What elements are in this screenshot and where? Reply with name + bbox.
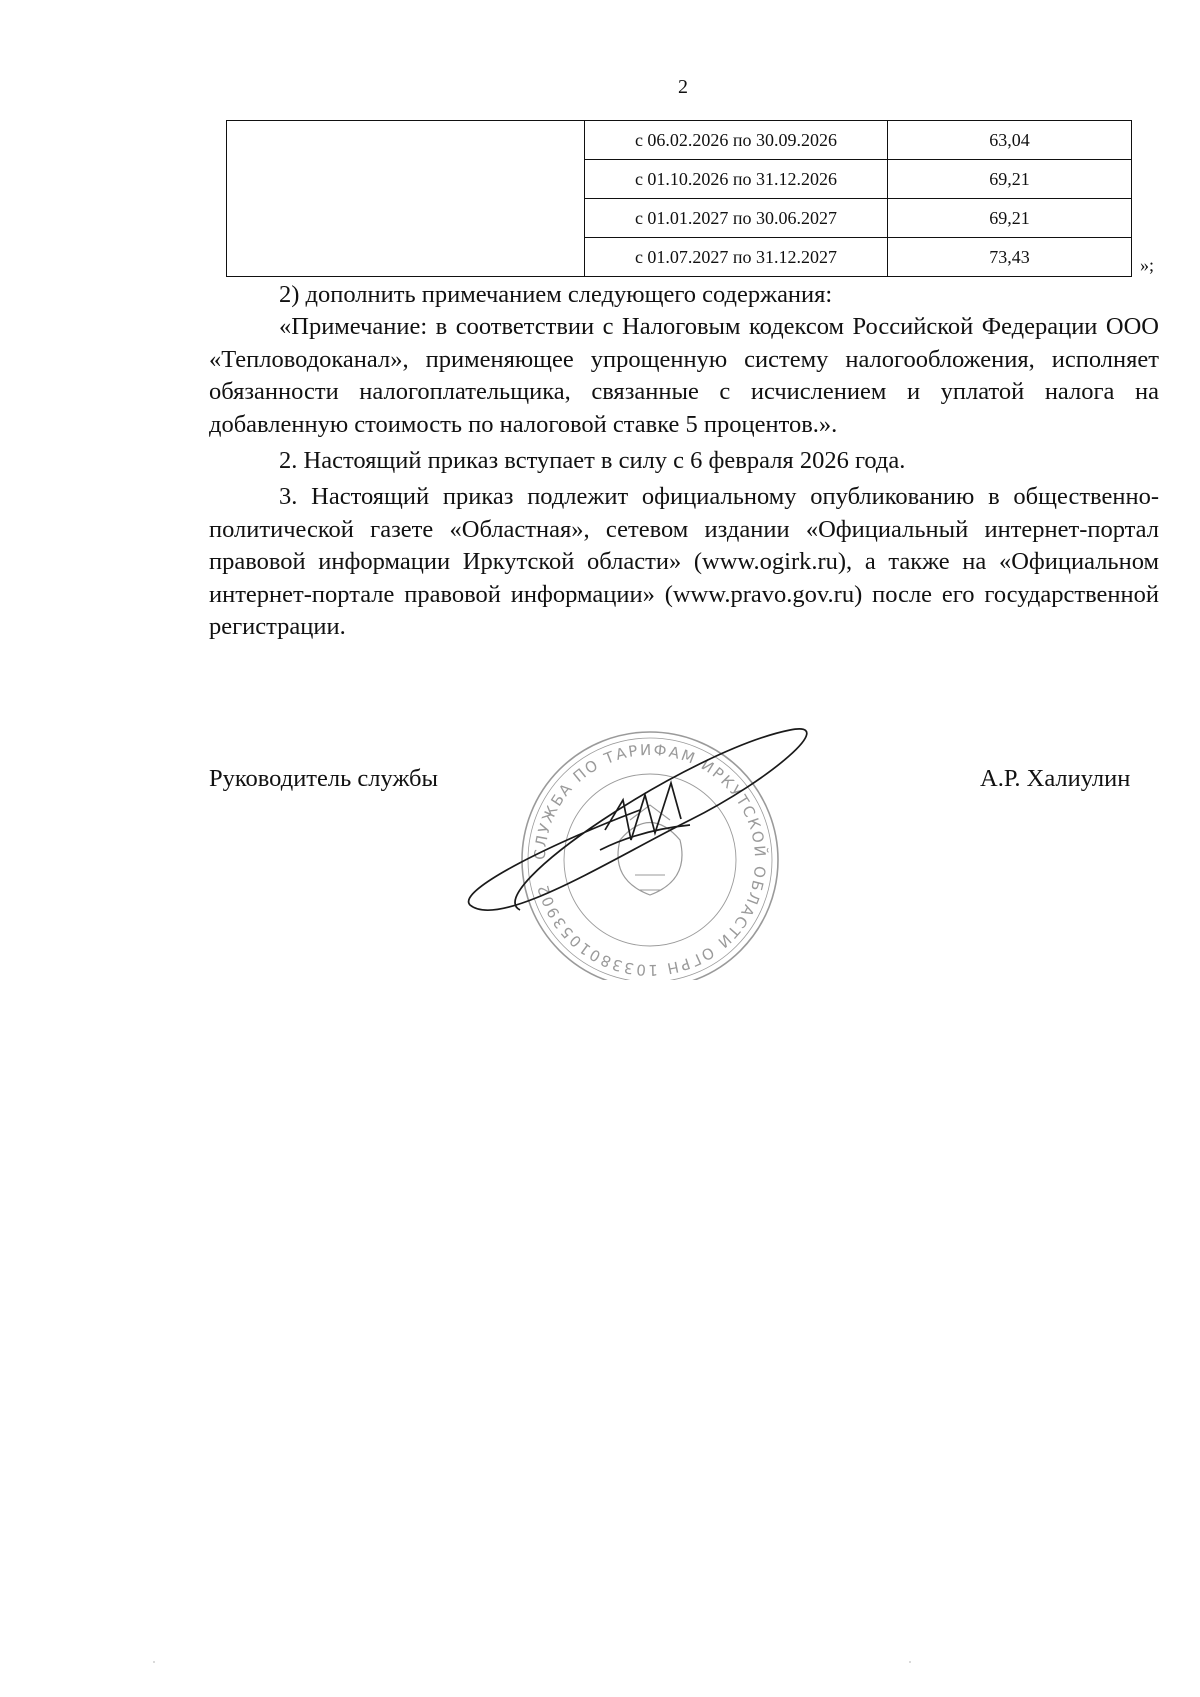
table-period-cell: с 01.01.2027 по 30.06.2027 <box>585 199 888 238</box>
stamp-emblem <box>618 823 682 896</box>
page-number: 2 <box>678 76 688 98</box>
signer-name: А.Р. Халиулин <box>980 765 1131 792</box>
table-empty-cell <box>227 121 585 277</box>
table-value-cell: 69,21 <box>888 199 1132 238</box>
table-period-cell: с 01.07.2027 по 31.12.2027 <box>585 238 888 277</box>
signer-title: Руководитель службы <box>209 765 438 792</box>
table-value-cell: 63,04 <box>888 121 1132 160</box>
paragraph-publication: 3. Настоящий приказ подлежит официальному опубликованию в общественно-политической газете «Областная», сетевом издании «Официальный интернет-портал правовой информации Иркутской области» (www.ogirk.ru), а также на «Официальном интернет-портале правовой информации» (www.pravo.gov.ru) после его государственной регистрации. <box>209 483 1159 641</box>
scan-artifact <box>150 1660 1050 1664</box>
tariff-table <box>226 120 1132 277</box>
paragraph-note: «Примечание: в соответствии с Налоговым кодексом Российской Федерации ООО «Тепловодоканал», применяющее упрощенную систему налогообложения, исполняет обязанности налогоплательщика, связанные с исчислением и уплатой налога на добавленную стоимость по налоговой ставке 5 процентов.». <box>209 313 1159 438</box>
stamp-center-ring <box>564 774 736 946</box>
paragraph-addition: 2) дополнить примечанием следующего содержания: <box>279 281 833 308</box>
body-text <box>209 279 1159 643</box>
table-value-cell: 69,21 <box>888 160 1132 199</box>
table-value-cell: 73,43 <box>888 238 1132 277</box>
table-period-cell: с 06.02.2026 по 30.09.2026 <box>585 121 888 160</box>
stamp-text: СЛУЖБА ПО ТАРИФАМ ИРКУТСКОЙ ОБЛАСТИ ОГРН 1033801053902 <box>530 740 770 980</box>
official-stamp-with-signature <box>440 690 860 980</box>
table-row <box>227 121 1132 160</box>
paragraph-effective-date: 2. Настоящий приказ вступает в силу с 6 февраля 2026 года. <box>279 447 906 475</box>
table-period-cell: с 01.10.2026 по 31.12.2026 <box>585 160 888 199</box>
table-closing-mark: »; <box>1140 255 1155 275</box>
